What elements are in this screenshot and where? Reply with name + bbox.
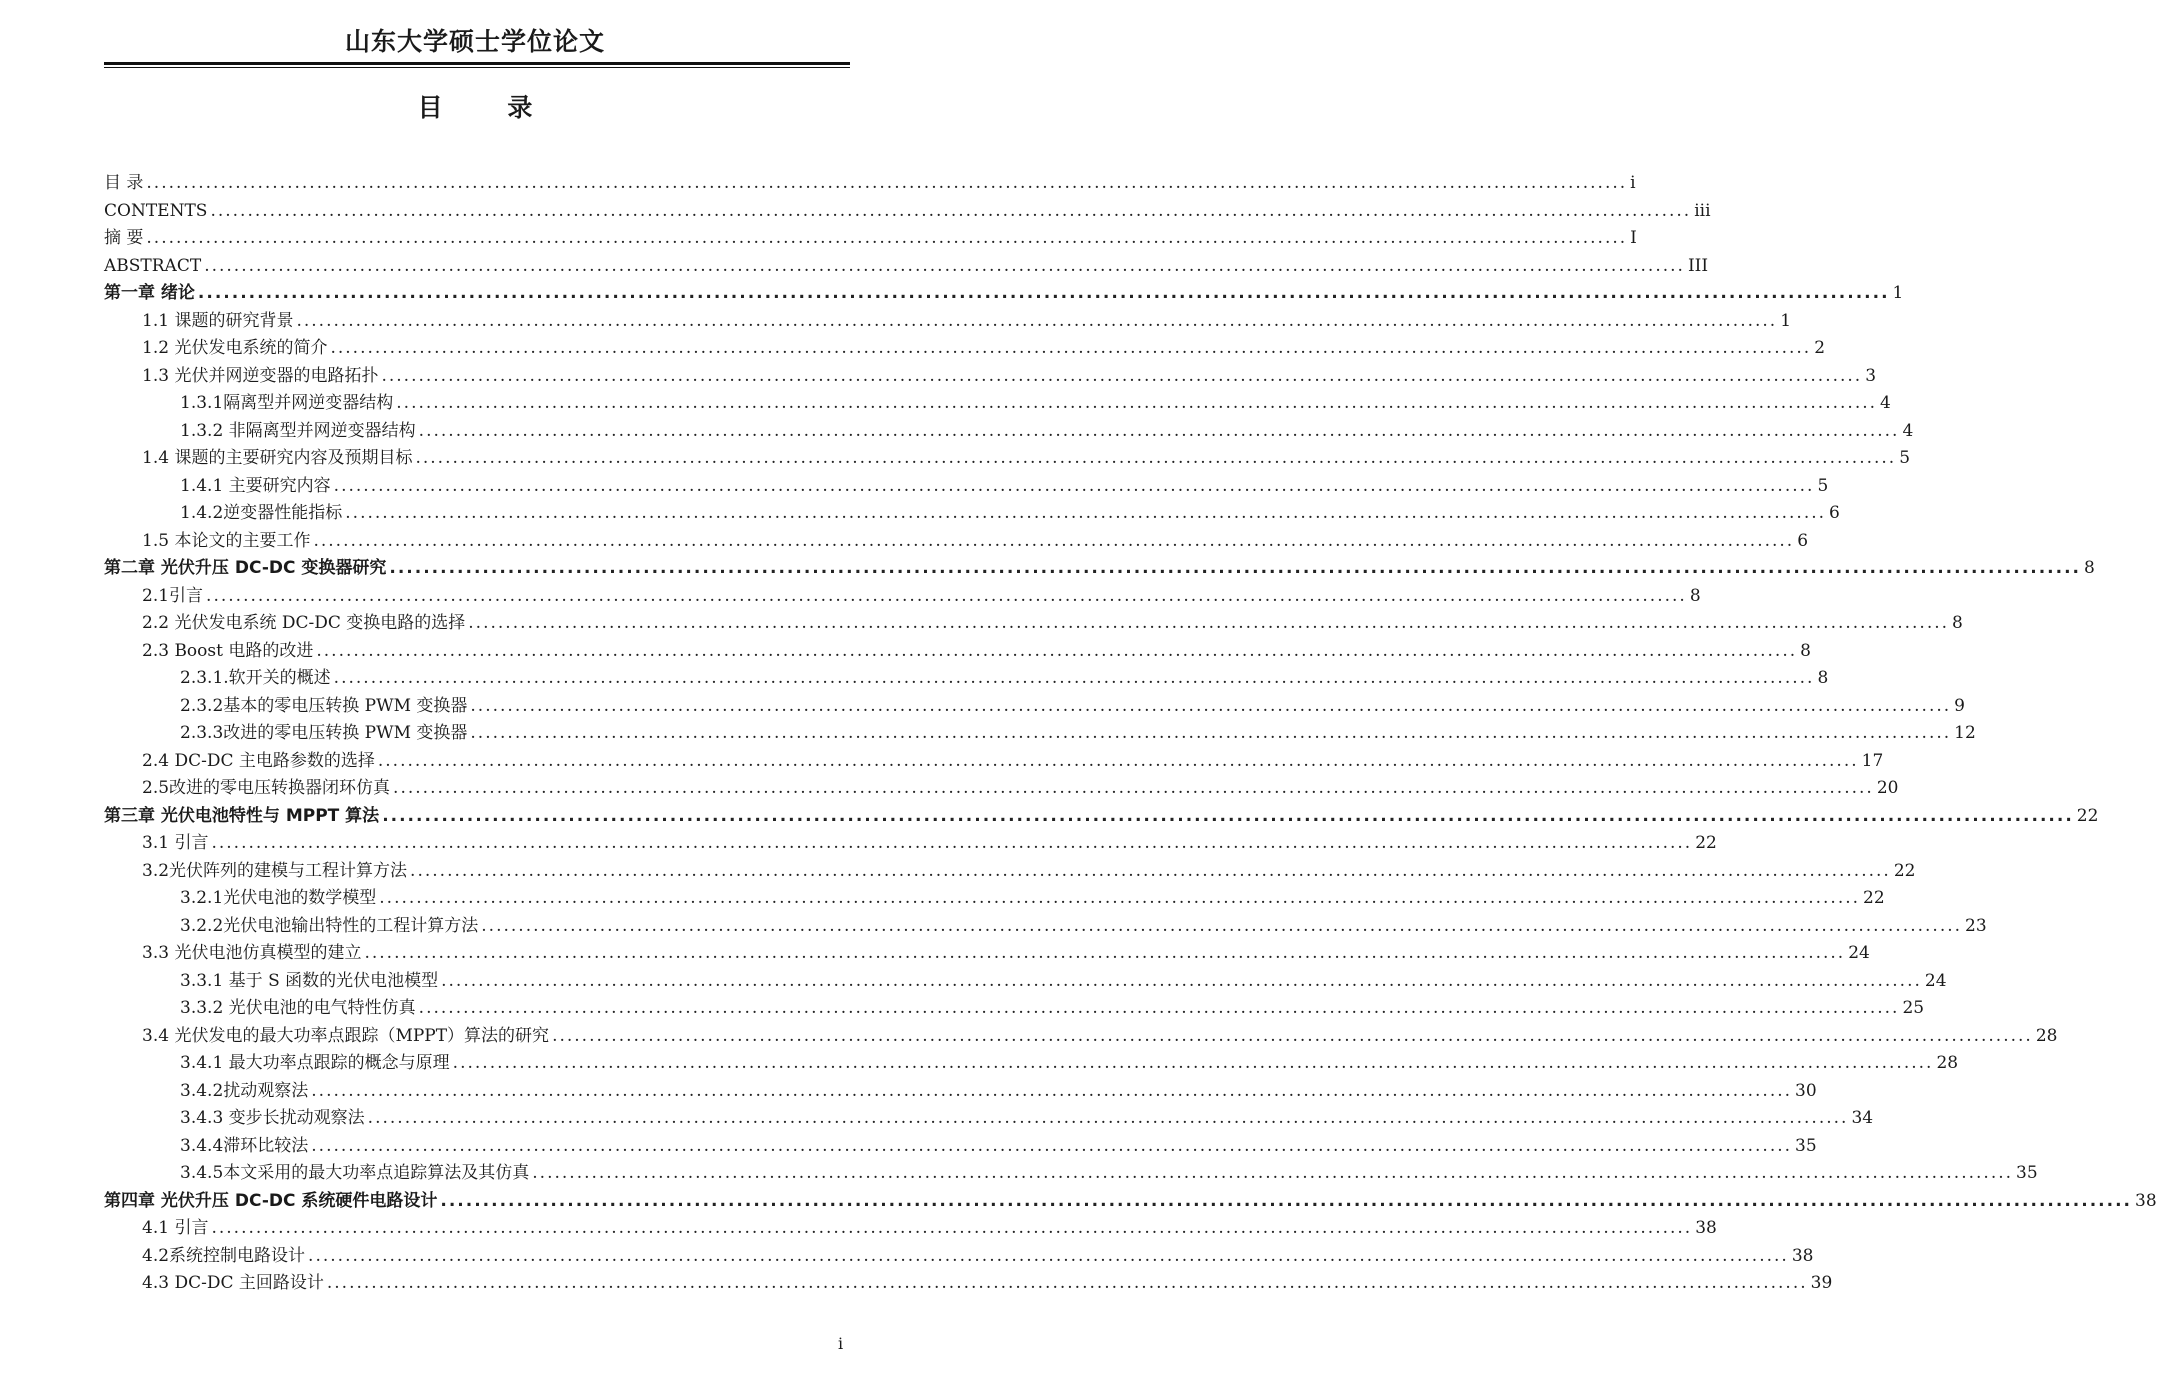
- toc-entry[interactable]: [142, 583, 1701, 609]
- toc-entry-page: 6: [1829, 503, 1840, 523]
- toc-entry-page: III: [1687, 255, 1709, 276]
- toc-leader-dots: ........................................................................................................................................................................................................: [333, 668, 1815, 688]
- toc-leader-dots: ........................................................................................................................................................................................................: [333, 475, 1815, 496]
- toc-entry[interactable]: [180, 473, 1829, 499]
- toc-leader-dots: ........................................................................................................................................................................................................: [552, 1025, 2033, 1046]
- toc-entry-label: 4.3 DC-DC 主回路设计: [142, 1273, 324, 1293]
- toc-entry[interactable]: [104, 225, 1637, 251]
- toc-entry-label: 2.3 Boost 电路的改进: [142, 640, 314, 661]
- toc-entry-page: 8: [1800, 640, 1811, 661]
- toc-entry[interactable]: [142, 335, 1826, 361]
- toc-leader-dots: ........................................................................................................................................................................................................: [418, 420, 1900, 441]
- toc-entry-page: 8: [1952, 613, 1963, 633]
- toc-entry[interactable]: [180, 665, 1829, 691]
- toc-entry-page: 24: [1848, 943, 1870, 963]
- running-header: 山东大学硕士学位论文: [344, 27, 605, 56]
- toc-entry-label: 2.3.2基本的零电压转换 PWM 变换器: [180, 695, 468, 716]
- toc-leader-dots: ........................................................................................................................................................................................................: [146, 173, 1628, 193]
- toc-leader-dots: ........................................................................................................................................................................................................: [204, 255, 1685, 276]
- toc-entry[interactable]: [104, 253, 1709, 279]
- toc-entry[interactable]: [180, 995, 1925, 1021]
- toc-entry-page: 35: [1795, 1135, 1817, 1156]
- toc-entry[interactable]: [142, 1243, 1814, 1269]
- toc-entry-label: 2.4 DC-DC 主电路参数的选择: [142, 750, 375, 771]
- toc-leader-dots: ........................................................................................................................................................................................................: [389, 558, 2081, 578]
- toc-entry[interactable]: [180, 885, 1885, 911]
- toc-leader-dots: ........................................................................................................................................................................................................: [440, 1190, 2132, 1211]
- toc-leader-dots: ........................................................................................................................................................................................................: [311, 1080, 1793, 1101]
- toc-entry[interactable]: [142, 1023, 2058, 1049]
- toc-leader-dots: ........................................................................................................................................................................................................: [481, 915, 1963, 936]
- toc-entry-page: 28: [1936, 1053, 1959, 1073]
- toc-leader-dots: ........................................................................................................................................................................................................: [330, 338, 1812, 358]
- toc-leader-dots: ........................................................................................................................................................................................................: [377, 750, 1859, 771]
- toc-entry[interactable]: [142, 1215, 1717, 1241]
- toc-leader-dots: ........................................................................................................................................................................................................: [379, 888, 1861, 908]
- toc-entry-page: 5: [1899, 448, 1911, 468]
- toc-leader-dots: ........................................................................................................................................................................................................: [313, 530, 1795, 551]
- toc-entry-label: 3.3.1 基于 S 函数的光伏电池模型: [180, 970, 439, 991]
- toc-entry-label: 1.3 光伏并网逆变器的电路拓扑: [142, 365, 379, 386]
- toc-entry-label: 2.2 光伏发电系统 DC-DC 变换电路的选择: [142, 613, 466, 633]
- toc-entry-label: 3.4.5本文采用的最大功率点追踪算法及其仿真: [180, 1163, 530, 1183]
- toc-entry-label: 1.5 本论文的主要工作: [142, 530, 311, 551]
- toc-entry-label: CONTENTS: [104, 200, 208, 221]
- toc-entry-label: 3.1 引言: [142, 833, 209, 853]
- toc-leader-dots: ........................................................................................................................................................................................................: [367, 1108, 1849, 1128]
- toc-entry-page: 39: [1810, 1273, 1833, 1293]
- toc-entry-label: 第一章 绪论: [104, 283, 195, 303]
- toc-leader-dots: ........................................................................................................................................................................................................: [364, 943, 1846, 963]
- toc-entry-label: 1.3.2 非隔离型并网逆变器结构: [180, 420, 416, 441]
- toc-entry-label: 4.1 引言: [142, 1218, 209, 1238]
- toc-entry-page: 9: [1954, 695, 1965, 716]
- toc-leader-dots: ........................................................................................................................................................................................................: [345, 503, 1827, 523]
- toc-entry-page: 3: [1865, 365, 1877, 386]
- toc-leader-dots: ........................................................................................................................................................................................................: [396, 393, 1878, 413]
- toc-entry[interactable]: [180, 1078, 1817, 1104]
- toc-entry-label: 第四章 光伏升压 DC-DC 系统硬件电路设计: [104, 1190, 438, 1211]
- toc-title: 目 录: [417, 93, 561, 122]
- toc-entry-label: 3.4.3 变步长扰动观察法: [180, 1108, 365, 1128]
- toc-entry-page: 4: [1880, 393, 1891, 413]
- toc-entry[interactable]: [180, 390, 1891, 416]
- toc-chapter-entry[interactable]: [104, 555, 2095, 581]
- toc-entry-label: 第二章 光伏升压 DC-DC 变换器研究: [104, 558, 387, 578]
- toc-entry[interactable]: [180, 500, 1840, 526]
- toc-entry-page: 6: [1797, 530, 1809, 551]
- toc-leader-dots: ........................................................................................................................................................................................................: [418, 998, 1900, 1018]
- toc-entry-page: 1: [1780, 310, 1792, 331]
- toc-leader-dots: ........................................................................................................................................................................................................: [441, 970, 1922, 991]
- toc-entry-page: 38: [1791, 1245, 1814, 1266]
- toc-entry-label: 4.2系统控制电路设计: [142, 1245, 306, 1266]
- toc-leader-dots: ........................................................................................................................................................................................................: [452, 1053, 1934, 1073]
- toc-entry-page: 5: [1817, 475, 1829, 496]
- toc-entry-page: iii: [1694, 200, 1711, 221]
- toc-entry-page: 38: [1695, 1218, 1717, 1238]
- toc-entry-label: 3.4.1 最大功率点跟踪的概念与原理: [180, 1053, 450, 1073]
- toc-entry-page: 30: [1795, 1080, 1817, 1101]
- toc-leader-dots: ........................................................................................................................................................................................................: [308, 1245, 1789, 1266]
- toc-entry[interactable]: [142, 748, 1884, 774]
- toc-leader-dots: ........................................................................................................................................................................................................: [393, 778, 1874, 798]
- toc-entry-label: 1.4 课题的主要研究内容及预期目标: [142, 448, 413, 468]
- toc-entry-page: 25: [1902, 998, 1925, 1018]
- toc-chapter-entry[interactable]: [104, 1188, 2157, 1214]
- header-rule-thick: [104, 62, 850, 65]
- toc-entry-label: 3.2.1光伏电池的数学模型: [180, 888, 377, 908]
- toc-entry[interactable]: [180, 418, 1914, 444]
- toc-entry[interactable]: [180, 720, 1976, 746]
- toc-entry-label: 2.3.3改进的零电压转换 PWM 变换器: [180, 723, 468, 743]
- toc-leader-dots: ........................................................................................................................................................................................................: [381, 365, 1863, 386]
- toc-entry-label: 2.3.1.软开关的概述: [180, 668, 331, 688]
- toc-entry[interactable]: [180, 968, 1947, 994]
- toc-entry-page: 8: [1817, 668, 1829, 688]
- toc-entry-page: 23: [1965, 915, 1987, 936]
- toc-entry[interactable]: [142, 528, 1809, 554]
- toc-entry[interactable]: [104, 170, 1636, 196]
- toc-entry-page: 17: [1861, 750, 1884, 771]
- toc-entry[interactable]: [142, 445, 1911, 471]
- toc-entry-page: 20: [1876, 778, 1899, 798]
- toc-entry-label: 1.3.1隔离型并网逆变器结构: [180, 393, 394, 413]
- toc-leader-dots: ........................................................................................................................................................................................................: [468, 613, 1950, 633]
- toc-entry-page: 1: [1892, 283, 1904, 303]
- toc-entry[interactable]: [142, 363, 1877, 389]
- toc-entry[interactable]: [142, 940, 1870, 966]
- toc-entry-page: 38: [2135, 1190, 2157, 1211]
- toc-entry-page: 12: [1954, 723, 1976, 743]
- header-rule-thin: [104, 67, 850, 68]
- toc-entry-label: 第三章 光伏电池特性与 MPPT 算法: [104, 805, 380, 826]
- toc-leader-dots: ........................................................................................................................................................................................................: [470, 695, 1952, 716]
- toc-entry-page: 22: [2076, 805, 2099, 826]
- toc-entry-page: 22: [1863, 888, 1885, 908]
- toc-entry-page: 24: [1924, 970, 1947, 991]
- toc-leader-dots: ........................................................................................................................................................................................................: [146, 228, 1628, 248]
- toc-entry[interactable]: [180, 1160, 2038, 1186]
- toc-entry[interactable]: [142, 830, 1717, 856]
- toc-entry[interactable]: [142, 775, 1899, 801]
- toc-entry[interactable]: [142, 858, 1916, 884]
- toc-entry-label: 1.1 课题的研究背景: [142, 310, 294, 331]
- toc-leader-dots: ........................................................................................................................................................................................................: [470, 723, 1952, 743]
- toc-entry-page: 4: [1902, 420, 1914, 441]
- toc-leader-dots: ........................................................................................................................................................................................................: [316, 640, 1798, 661]
- toc-entry[interactable]: [180, 693, 1965, 719]
- toc-entry-label: 摘 要: [104, 228, 144, 248]
- toc-entry-label: 3.3 光伏电池仿真模型的建立: [142, 943, 362, 963]
- toc-leader-dots: ........................................................................................................................................................................................................: [410, 860, 1891, 881]
- toc-entry-label: 3.4.2扰动观察法: [180, 1080, 309, 1101]
- toc-entry-page: 34: [1851, 1108, 1874, 1128]
- toc-entry-label: 3.3.2 光伏电池的电气特性仿真: [180, 998, 416, 1018]
- toc-leader-dots: ........................................................................................................................................................................................................: [296, 310, 1778, 331]
- toc-entry-label: 3.4.4滞环比较法: [180, 1135, 309, 1156]
- toc-entry-label: 2.5改进的零电压转换器闭环仿真: [142, 778, 391, 798]
- toc-entry-page: 35: [2016, 1163, 2038, 1183]
- toc-entry-page: 8: [2084, 558, 2095, 578]
- toc-entry-label: 3.2光伏阵列的建模与工程计算方法: [142, 860, 408, 881]
- toc-entry-page: 28: [2035, 1025, 2058, 1046]
- toc-leader-dots: ........................................................................................................................................................................................................: [311, 1135, 1793, 1156]
- page-number: i: [838, 1334, 844, 1353]
- toc-leader-dots: ........................................................................................................................................................................................................: [326, 1273, 1808, 1293]
- toc-leader-dots: ........................................................................................................................................................................................................: [206, 585, 1687, 606]
- toc-entry-page: 22: [1695, 833, 1717, 853]
- toc-entry-label: 3.4 光伏发电的最大功率点跟踪（MPPT）算法的研究: [142, 1025, 550, 1046]
- toc-entry-page: 2: [1814, 338, 1826, 358]
- toc-entry[interactable]: [180, 1105, 1874, 1131]
- toc-entry-page: 8: [1689, 585, 1701, 606]
- toc-entry[interactable]: [142, 638, 1811, 664]
- toc-entry[interactable]: [180, 913, 1987, 939]
- toc-entry[interactable]: [142, 610, 1963, 636]
- toc-leader-dots: ........................................................................................................................................................................................................: [197, 283, 1890, 303]
- toc-leader-dots: ........................................................................................................................................................................................................: [532, 1163, 2014, 1183]
- toc-entry[interactable]: [104, 198, 1711, 224]
- toc-entry-page: I: [1630, 228, 1637, 248]
- toc-entry[interactable]: [180, 1133, 1817, 1159]
- toc-leader-dots: ........................................................................................................................................................................................................: [210, 200, 1692, 221]
- toc-entry-label: 1.2 光伏发电系统的简介: [142, 338, 328, 358]
- toc-entry[interactable]: [142, 308, 1792, 334]
- toc-chapter-entry[interactable]: [104, 803, 2099, 829]
- toc-entry[interactable]: [180, 1050, 1959, 1076]
- toc-leader-dots: ........................................................................................................................................................................................................: [382, 805, 2074, 826]
- toc-entry-label: 2.1引言: [142, 585, 204, 606]
- toc-leader-dots: ........................................................................................................................................................................................................: [415, 448, 1897, 468]
- toc-entry-page: 22: [1893, 860, 1916, 881]
- toc-entry-page: i: [1630, 173, 1636, 193]
- toc-entry-label: 3.2.2光伏电池输出特性的工程计算方法: [180, 915, 479, 936]
- toc-entry-label: 1.4.1 主要研究内容: [180, 475, 331, 496]
- toc-chapter-entry[interactable]: [104, 280, 1904, 306]
- toc-entry[interactable]: [142, 1270, 1833, 1296]
- toc-entry-label: 1.4.2逆变器性能指标: [180, 503, 343, 523]
- toc-entry-label: ABSTRACT: [104, 255, 202, 276]
- toc-leader-dots: ........................................................................................................................................................................................................: [211, 1218, 1693, 1238]
- toc-leader-dots: ........................................................................................................................................................................................................: [211, 833, 1693, 853]
- toc-entry-label: 目 录: [104, 173, 144, 193]
